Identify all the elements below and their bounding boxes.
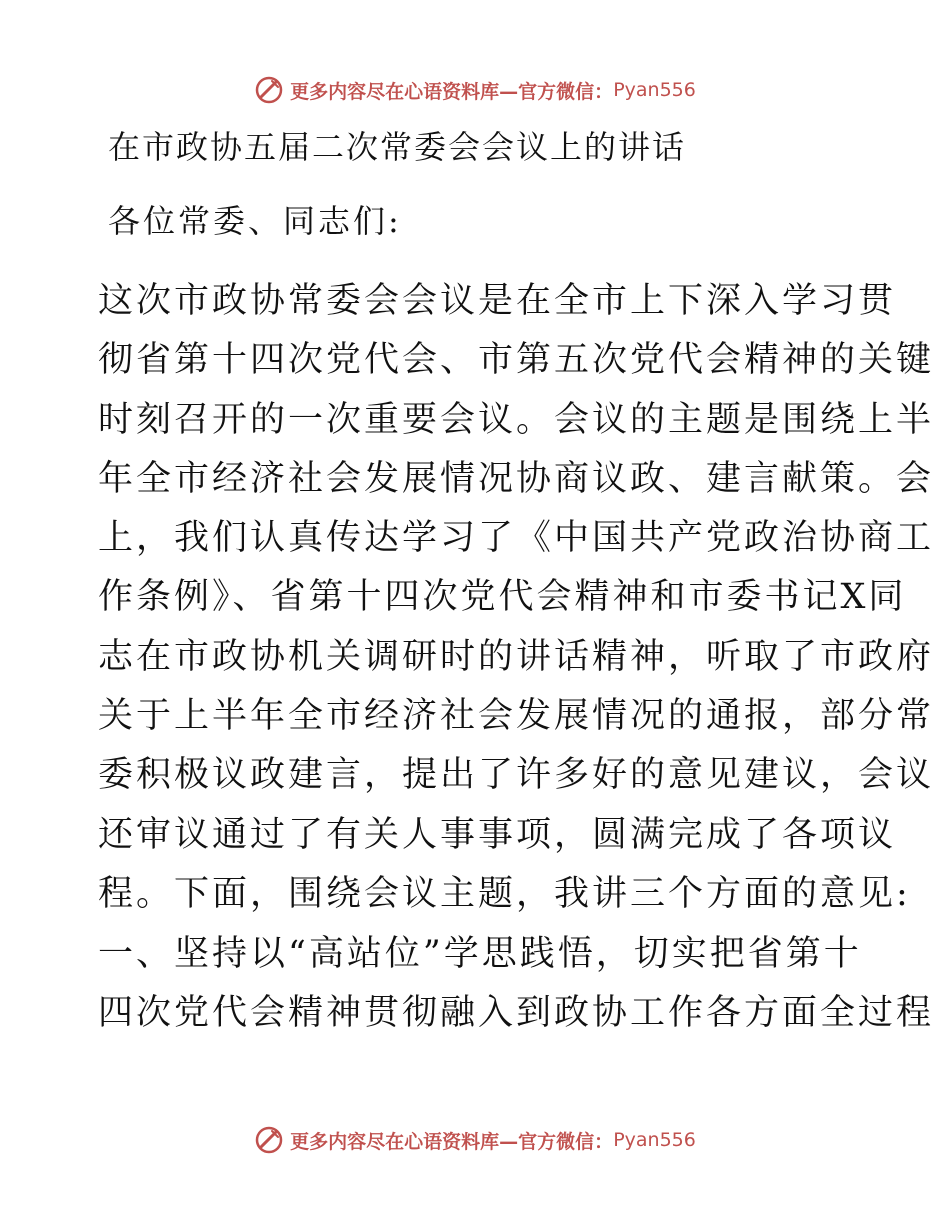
body-line: 程。下面，围绕会议主题，我讲三个方面的意见: xyxy=(98,873,911,914)
section-line: 一、坚持以“高站位”学思践悟，切实把省第十 xyxy=(98,934,862,974)
body-line: 志在市政协机关调研时的讲话精神，听取了市政府 xyxy=(98,636,935,677)
footer-watermark-banner xyxy=(0,1120,950,1160)
header-watermark-banner xyxy=(0,70,950,110)
body-line: 委积极议政建言，提出了许多好的意见建议，会议 xyxy=(98,755,935,796)
banner-label: 官方微信： xyxy=(518,80,614,103)
logo-icon xyxy=(254,75,284,105)
logo-icon xyxy=(254,1125,284,1155)
body-line: 这次市政协常委会会议是在全市上下深入学习贯 xyxy=(98,281,897,321)
document-title: 在市政协五届二次常委会会议上的讲话 xyxy=(108,128,687,166)
banner-id: Pyan556 xyxy=(613,79,696,101)
body-line: 彻省第十四次党代会、市第五次党代会精神的关键 xyxy=(98,340,935,381)
banner-text: 更多内容尽在心语资料库— xyxy=(290,1130,519,1153)
banner-text: 更多内容尽在心语资料库— xyxy=(290,80,519,103)
body-line: 年全市经济社会发展情况协商议政、建言献策。会 xyxy=(98,458,935,499)
body-line: 上，我们认真传达学习了《中国共产党政治协商工 xyxy=(98,518,935,559)
body-line: 还审议通过了有关人事事项，圆满完成了各项议 xyxy=(98,814,897,855)
body-line: 作条例》、省第十四次党代会精神和市委书记X同 xyxy=(98,577,907,618)
section-heading xyxy=(98,925,935,1044)
salutation: 各位常委、同志们: xyxy=(108,202,402,240)
body-line: 关于上半年全市经济社会发展情况的通报，部分常 xyxy=(98,696,935,737)
banner-label: 官方微信： xyxy=(518,1130,614,1153)
body-line: 时刻召开的一次重要会议。会议的主题是围绕上半 xyxy=(98,399,935,440)
body-paragraph xyxy=(98,272,935,924)
banner-id: Pyan556 xyxy=(613,1129,696,1151)
section-line: 四次党代会精神贯彻融入到政协工作各方面全过程 xyxy=(98,993,935,1034)
